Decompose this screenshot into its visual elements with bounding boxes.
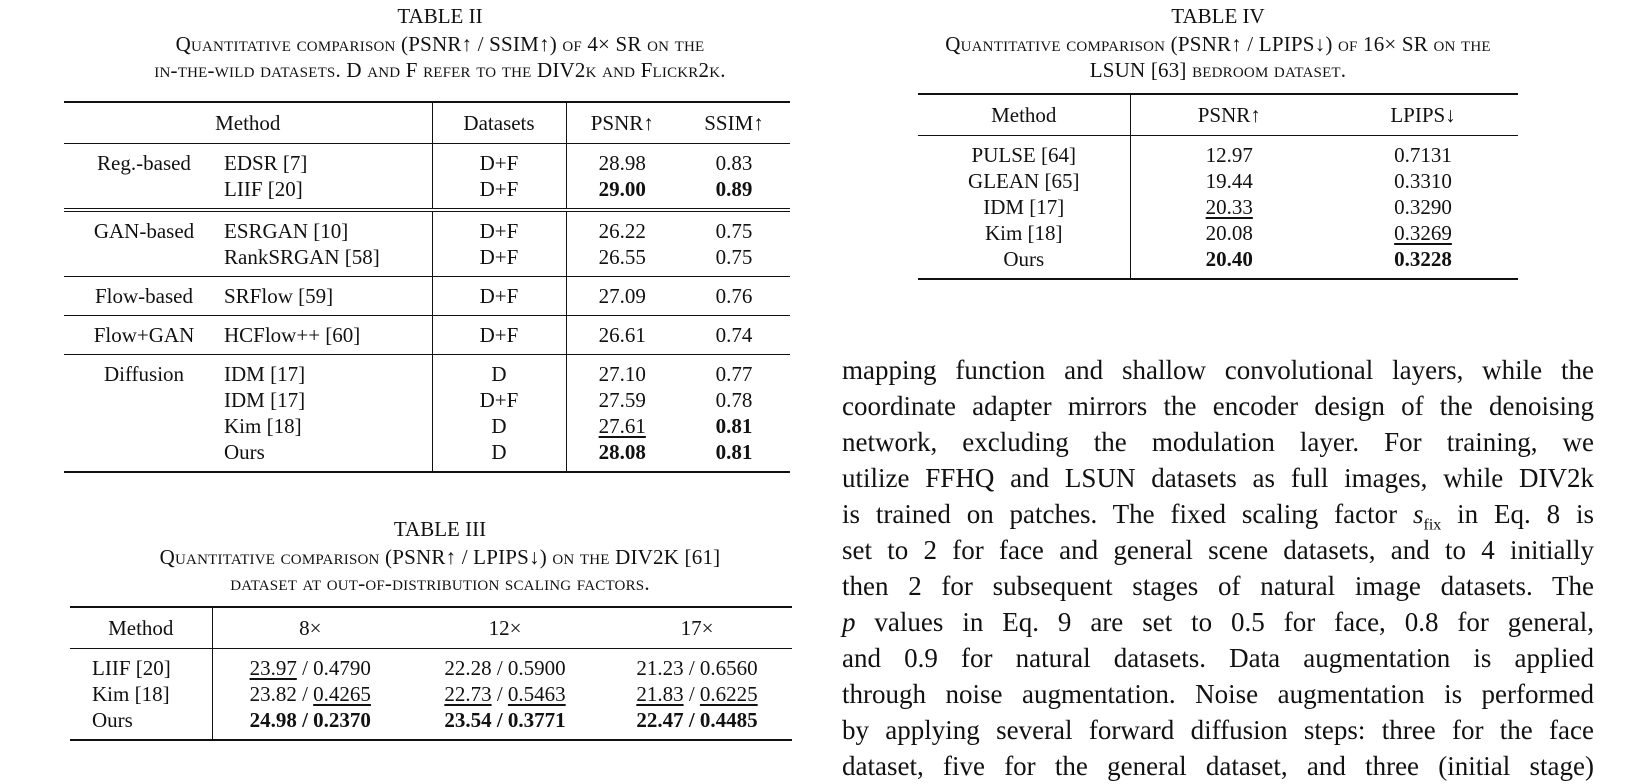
table2-header-method: Method [64,102,432,144]
table4-method: GLEAN [65] [968,169,1080,193]
table3-12x-lpips: 0.5463 [507,682,566,706]
table3 [70,606,792,741]
table4-psnr: 12.97 [1130,136,1328,169]
table3-17x-lpips: 0.6560 [699,656,758,680]
table2-method: HCFlow++ [60] [224,316,432,355]
paragraph-line: by applying several forward diffusion steps: three for the face [842,715,1594,745]
table-row [918,168,1518,194]
table3-title: TABLE III [393,517,487,541]
table4-psnr: 20.40 [1130,246,1328,279]
table3-header-8x: 8× [212,607,408,649]
math-symbol-p: p [842,607,856,637]
table2-ssim: 0.75 [678,210,790,244]
table-row [64,439,790,472]
table3-8x-lpips: 0.2370 [313,708,371,732]
table3-17x-lpips: 0.6225 [699,682,758,706]
table3-8x-psnr: 24.98 [249,708,297,732]
value-separator: / [683,656,700,680]
table3-12x-psnr: 23.54 [444,708,492,732]
table2-psnr: 26.61 [566,316,678,355]
paragraph-line: then 2 for subsequent stages of natural image datasets. The [842,571,1594,601]
table2-method: Ours [224,439,432,472]
table3-header-12x: 12× [408,607,602,649]
table2-group-label: GAN-based [64,210,224,244]
table4 [918,93,1518,280]
table2-title: TABLE II [397,4,483,28]
table2-ssim: 0.76 [678,277,790,316]
table2-method: EDSR [7] [224,144,432,177]
table2-ssim: 0.89 [715,177,753,201]
value-separator: / [683,708,700,732]
table2-psnr: 28.08 [566,439,678,472]
table-row [918,220,1518,246]
table-row [64,355,790,388]
table3-17x-psnr: 21.83 [636,682,684,706]
paragraph-line: through noise augmentation. Noise augmentation is performed [842,679,1594,709]
table-row [64,413,790,439]
table-row [70,649,792,682]
table-row [64,176,790,210]
table2-ssim: 0.74 [678,316,790,355]
table3-header-method: Method [70,607,212,649]
table2-psnr: 28.98 [566,144,678,177]
table2-datasets: D+F [432,210,566,244]
table2-datasets: D+F [432,244,566,277]
table2-datasets: D [432,439,566,472]
table2-datasets: D [432,413,566,439]
table-row [64,277,790,316]
table-row [64,244,790,277]
table4-method: IDM [17] [983,195,1065,219]
paragraph-line [842,496,1594,532]
table3-17x-lpips: 0.4485 [699,708,758,732]
table2-psnr: 26.22 [566,210,678,244]
value-separator: / [491,708,508,732]
table4-lpips: 0.7131 [1328,136,1518,169]
table2-caption-line1: Quantitative comparison (PSNR↑ / SSIM↑) of 4× SR on the [175,32,705,56]
table2-psnr: 27.61 [598,414,646,438]
table2-psnr: 27.09 [566,277,678,316]
table4-lpips: 0.3228 [1328,246,1518,279]
paragraph-text: in Eq. 8 is [1441,499,1594,529]
table2-header-datasets: Datasets [432,102,566,144]
table4-header-psnr: PSNR↑ [1130,94,1328,136]
table2-group-label: Diffusion [64,355,224,388]
table4-psnr: 19.44 [1130,168,1328,194]
value-separator: / [296,682,314,706]
paragraph-line: dataset, five for the general dataset, and three (initial stage) [842,751,1594,781]
value-separator: / [296,656,314,680]
value-separator: / [683,682,700,706]
table2-group-label: Flow+GAN [64,316,224,355]
table3-8x-psnr: 23.97 [249,656,297,680]
table4-lpips: 0.3290 [1394,195,1452,219]
table2-header-ssim: SSIM↑ [678,102,790,144]
table2-group-label: Reg.-based [64,144,224,177]
body-paragraph [842,352,1594,784]
value-separator: / [491,656,508,680]
paragraph-line: utilize FFHQ and LSUN datasets as full images, while DIV2k [842,463,1594,493]
table3-17x-psnr: 21.23 [636,656,684,680]
paragraph-line: network, excluding the modulation layer. For training, we [842,427,1594,457]
table2-method: RankSRGAN [58] [224,245,380,269]
table2-group-label: Flow-based [64,277,224,316]
table3-caption-line1: Quantitative comparison (PSNR↑ / LPIPS↓) on the DIV2K [61] [159,545,721,569]
table2-ssim: 0.78 [715,388,753,412]
table3-8x-lpips: 0.4265 [313,682,371,706]
table2-datasets: D [432,355,566,388]
table3-caption-line2: dataset at out-of-distribution scaling factors. [230,571,650,595]
table-row [70,681,792,707]
table4-lpips: 0.3269 [1394,221,1452,245]
table2-caption-line2: in-the-wild datasets. D and F refer to the DIV2k and Flickr2k. [154,58,726,82]
table2-method: IDM [17] [224,388,306,412]
paragraph-line: mapping function and shallow convolutional layers, while the [842,355,1594,385]
value-separator: / [296,708,314,732]
table2-datasets: D+F [432,387,566,413]
table2-ssim: 0.75 [715,245,753,269]
paragraph-text: is trained on patches. The fixed scaling factor [842,499,1413,529]
table4-method: PULSE [64] [918,136,1130,169]
table2-ssim: 0.81 [678,439,790,472]
table3-12x-lpips: 0.3771 [507,708,566,732]
table-row [64,144,790,177]
table2-datasets: D+F [432,316,566,355]
table2 [64,101,790,473]
table2-psnr: 26.55 [566,244,678,277]
table-row [70,707,792,740]
table-row [64,316,790,355]
table-row [64,387,790,413]
table4-psnr: 20.33 [1205,195,1253,219]
table2-header-psnr: PSNR↑ [566,102,678,144]
table2-psnr: 27.59 [566,387,678,413]
table2-method: LIIF [20] [224,177,303,201]
table3-method: Kim [18] [92,682,170,706]
table-row [918,194,1518,220]
table4-header-method: Method [918,94,1130,136]
paragraph-line [842,604,1594,640]
table2-method: IDM [17] [224,355,432,388]
table3-header-17x: 17× [602,607,792,649]
table4-lpips: 0.3310 [1394,169,1452,193]
table4-title: TABLE IV [1171,4,1265,28]
value-separator: / [491,682,508,706]
table2-method: Kim [18] [224,414,302,438]
table-row [918,246,1518,279]
table4-caption-line1: Quantitative comparison (PSNR↑ / LPIPS↓) of 16× SR on the [945,32,1491,56]
table2-ssim: 0.81 [715,414,753,438]
table2-datasets: D+F [432,144,566,177]
table3-method: LIIF [20] [70,649,212,682]
table3-12x-psnr: 22.73 [444,682,492,706]
math-symbol-s: s [1412,499,1424,529]
table2-method: SRFlow [59] [224,277,432,316]
table2-psnr: 29.00 [566,176,678,210]
table3-8x-psnr: 23.82 [249,682,297,706]
paragraph-text: values in Eq. 9 are set to 0.5 for face, 0.8 for general, [855,607,1594,637]
table2-psnr: 27.10 [566,355,678,388]
table2-ssim: 0.77 [678,355,790,388]
table2-method: ESRGAN [10] [224,210,432,244]
paragraph-line: set to 2 for face and general scene datasets, and to 4 initially [842,535,1594,565]
table4-header-lpips: LPIPS↓ [1328,94,1518,136]
table3-12x-psnr: 22.28 [444,656,492,680]
table4-caption-line2: LSUN [63] bedroom dataset. [1089,58,1347,82]
table-row [918,136,1518,169]
table3-12x-lpips: 0.5900 [507,656,566,680]
paragraph-line: coordinate adapter mirrors the encoder design of the denoising [842,391,1594,421]
table3-method: Ours [70,707,212,740]
table2-datasets: D+F [432,277,566,316]
table-row [64,210,790,244]
table3-17x-psnr: 22.47 [636,708,684,732]
math-subscript-fix: fix [1423,516,1442,534]
table4-psnr: 20.08 [1130,220,1328,246]
table3-8x-lpips: 0.4790 [313,656,371,680]
table4-method: Kim [18] [984,221,1063,245]
paragraph-line: and 0.9 for natural datasets. Data augmentation is applied [842,643,1594,673]
table4-method: Ours [918,246,1130,279]
table2-datasets: D+F [432,176,566,210]
table2-ssim: 0.83 [678,144,790,177]
